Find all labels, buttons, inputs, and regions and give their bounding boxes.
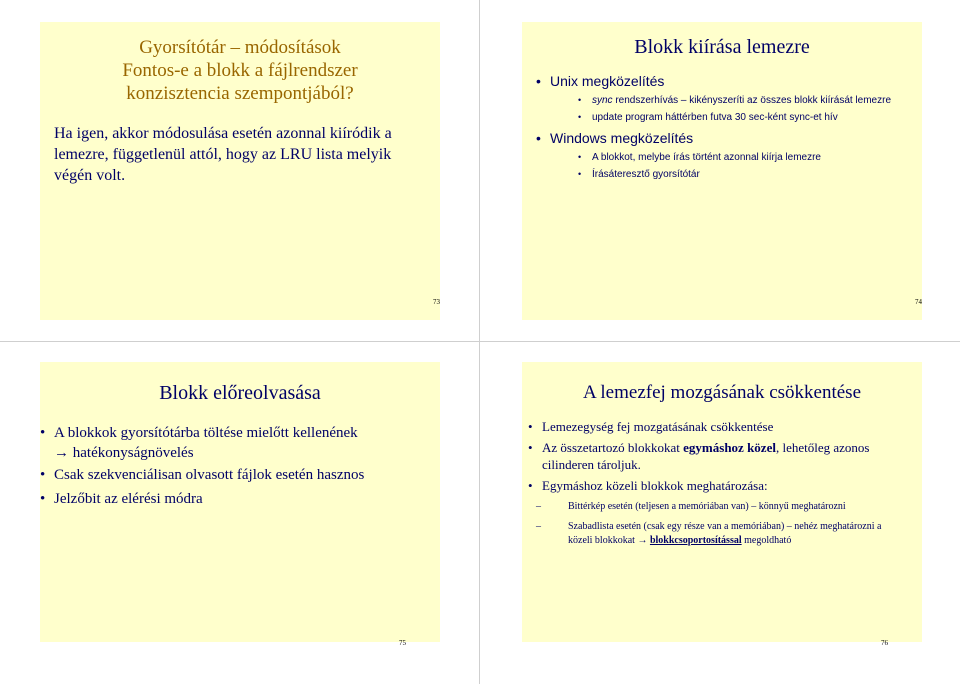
page-number: 75 — [399, 639, 406, 647]
horizontal-separator — [0, 341, 960, 342]
bullet-icon: • — [578, 169, 582, 179]
bullet-icon: • — [40, 491, 46, 507]
page-number: 74 — [915, 298, 922, 306]
page-number: 76 — [881, 639, 888, 647]
page-number: 73 — [433, 298, 440, 306]
bold-text: blokkcsoportosítással — [649, 535, 742, 546]
bullet-text: Az összetartozó blokkokat — [542, 440, 684, 455]
bullet-item — [40, 465, 430, 485]
sub-bullet-text: A blokkot, melybe írás történt azonnal kiírja lemezre — [592, 152, 821, 163]
dash-icon: – — [536, 521, 541, 532]
bullet-item — [40, 423, 430, 443]
bullet-item — [528, 439, 908, 473]
bullet-continuation — [40, 443, 430, 463]
page-76 — [482, 344, 960, 684]
bullet-icon: • — [40, 467, 46, 483]
bullet-text: Csak szekvenciálisan olvasott fájlok esetén hasznos — [54, 467, 365, 483]
slide-75 — [40, 362, 440, 642]
bullet-list — [522, 418, 922, 548]
bullet-text: Jelzőbit az elérési módra — [54, 491, 203, 507]
page-75 — [0, 344, 478, 684]
bullet-text: Lemezegység fej mozgatásának csökkentése — [542, 419, 774, 434]
sub-bullet-text: update program háttérben futva 30 sec-ként sync-et hív — [592, 112, 838, 123]
bullet-icon: • — [536, 130, 541, 146]
slide-title: Blokk kiírása lemezre — [634, 36, 810, 58]
bullet-icon: • — [528, 440, 533, 455]
bullet-icon: • — [528, 419, 533, 434]
slide-subtitle-line2: konzisztencia szempontjából? — [126, 83, 354, 104]
arrow-icon: → — [637, 535, 648, 546]
page-74 — [482, 0, 960, 340]
vertical-separator — [479, 0, 480, 684]
slide-76 — [522, 362, 922, 642]
sub-bullet-item — [536, 520, 908, 548]
sub-bullet-item — [578, 168, 908, 181]
bullet-text: hatékonyságnövelés — [72, 445, 194, 461]
slide-title: A lemezfej mozgásának csökkentése — [582, 382, 862, 403]
bullet-list — [522, 73, 922, 181]
bullet-icon: • — [40, 425, 46, 441]
bullet-item — [536, 130, 908, 147]
bullet-icon: • — [578, 112, 582, 122]
sub-bullet-item — [578, 151, 908, 164]
bullet-text: Windows megközelítés — [550, 130, 694, 146]
sub-bullet-item — [536, 500, 908, 514]
bullet-item — [536, 73, 908, 90]
sub-bullet-item — [578, 94, 908, 107]
bullet-item — [40, 489, 430, 509]
emphasis-text: sync — [592, 95, 613, 106]
bullet-text: Unix megközelítés — [550, 73, 665, 89]
bullet-icon: • — [536, 73, 541, 89]
bullet-text: Egymáshoz közeli blokkok meghatározása: — [542, 478, 768, 493]
arrow-icon: → — [54, 445, 69, 461]
bullet-item — [528, 477, 908, 494]
bullet-item — [528, 418, 908, 435]
sub-bullet-item — [578, 111, 908, 124]
sub-bullet-text: rendszerhívás – kikényszeríti az összes blokk kiírását lemezre — [612, 95, 891, 106]
bullet-text: A blokkok gyorsítótárba töltése mielőtt kellenének — [54, 425, 358, 441]
bullet-text: , lehetőleg azonos cilinderen tároljuk. — [542, 440, 870, 472]
sub-bullet-text: Bittérkép esetén (teljesen a memóriában van) – könnyű meghatározni — [568, 501, 846, 512]
sub-bullet-text: Szabadlista esetén (csak egy része van a memóriában) – nehéz meghatározni a közeli blokkokat — [568, 521, 882, 546]
slide-73 — [40, 22, 440, 320]
bullet-icon: • — [578, 95, 582, 105]
sub-bullet-text: Írásáteresztő gyorsítótár — [592, 169, 700, 180]
slide-title: Blokk előreolvasása — [159, 382, 321, 404]
bullet-icon: • — [528, 478, 533, 493]
slide-subtitle-line1: Fontos-e a blokk a fájlrendszer — [122, 60, 358, 81]
slide-74 — [522, 22, 922, 320]
slide-body: Ha igen, akkor módosulása esetén azonnal kiíródik a lemezre, függetlenül attól, hogy az LRU lista melyik végén volt. — [54, 125, 392, 184]
sub-bullet-text: megoldható — [741, 535, 792, 546]
bullet-list — [40, 423, 440, 509]
bullet-icon: • — [578, 152, 582, 162]
bold-text: egymáshoz közel — [683, 440, 776, 455]
slide-title: Gyorsítótár – módosítások — [139, 37, 341, 58]
page-73 — [0, 0, 478, 340]
dash-icon: – — [536, 501, 541, 512]
